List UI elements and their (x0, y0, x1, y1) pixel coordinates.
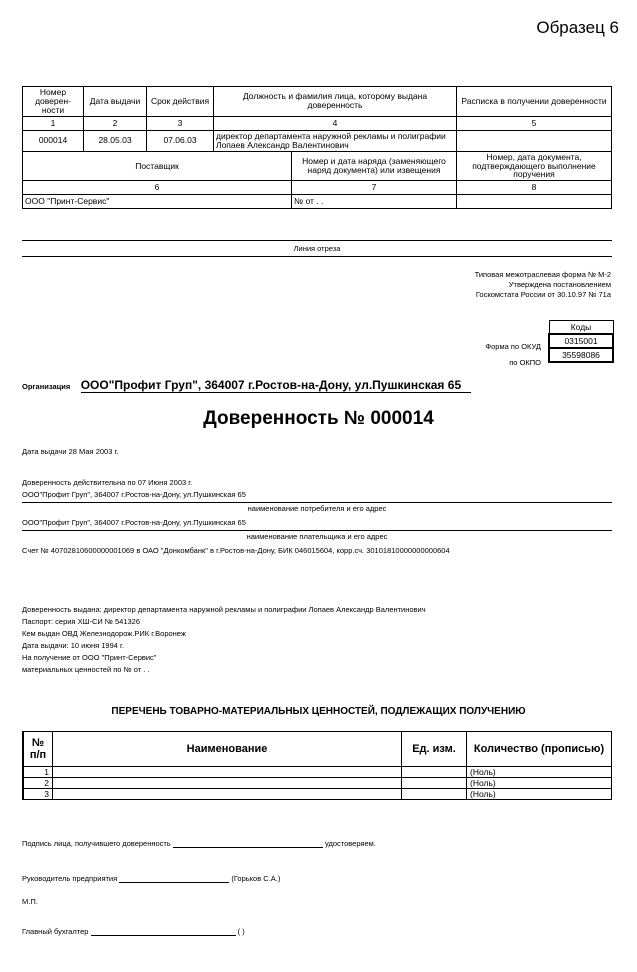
document-title: Доверенность № 000014 (203, 408, 434, 429)
okpo-label: по ОКПО (509, 358, 541, 367)
account-line: Счет № 40702810600000001069 в ОАО "Донкомбанк" в г.Ростов-на-Дону, БИК 046015604, корр.сч. 30101810000000000604 (22, 546, 450, 555)
valid-line: Доверенность действительна по 07 Июня 2003 г. (22, 478, 193, 487)
goods-unit (402, 767, 467, 778)
receive-from: На получение от ООО "Принт-Сервис" (22, 653, 157, 662)
director-signature-blank (119, 873, 229, 883)
accountant-label: Главный бухгалтер (22, 927, 89, 936)
form-info-line: Госкомстата России от 30.10.97 № 71а (475, 290, 611, 300)
stub-receipt (457, 130, 612, 151)
cut-line-label: Линия отреза (293, 244, 341, 253)
goods-unit (402, 789, 467, 800)
director-line (22, 873, 280, 883)
codes-header: Коды (549, 321, 613, 335)
goods-qty: (Ноль) (467, 789, 612, 800)
stub-colnum: 5 (457, 116, 612, 130)
organization-line (22, 376, 462, 394)
stub-header-person: Должность и фамилия лица, которому выдана доверенность (214, 87, 457, 117)
goods-n: 1 (23, 767, 53, 778)
stub-colnum2-row (23, 181, 612, 195)
issued-by: Кем выдан ОВД Железнодорож.РИК г.Воронеж (22, 629, 186, 638)
stub-header2-row (23, 151, 612, 181)
stub-valid-until: 07.06.03 (147, 130, 214, 151)
goods-header-qty: Количество (прописью) (467, 732, 612, 767)
stub-header-receipt: Расписка в получении доверенности (457, 87, 612, 117)
okud-value: 0315001 (549, 334, 613, 348)
stub-data-row (23, 130, 612, 151)
stub-colnum: 4 (214, 116, 457, 130)
stub-order-value: № от . . (292, 195, 457, 209)
stub-colnum: 2 (84, 116, 147, 130)
passport: Паспорт: серия XШ-СИ № 541326 (22, 617, 141, 626)
signature-blank (173, 838, 323, 848)
director-name: (Горьков С.А.) (231, 874, 281, 883)
accountant-name: ( ) (237, 927, 245, 936)
stub-colnum: 3 (147, 116, 214, 130)
stub-confirm-header: Номер, дата документа, подтверждающего выполнение поручения (457, 151, 612, 181)
form-info-line: Типовая межотраслевая форма № М-2 (474, 270, 611, 279)
table-row (23, 778, 612, 789)
consumer-caption: наименование потребителя и его адрес (247, 504, 387, 513)
goods-n: 3 (23, 789, 53, 800)
goods-header-number: № п/п (23, 732, 53, 767)
signature-line (22, 838, 376, 848)
stub-colnum-row (23, 116, 612, 130)
trustee-block (22, 604, 426, 676)
stub-header-number: Номер доверен-ности (23, 87, 84, 117)
issue-date-line: Дата выдачи 28 Мая 2003 г. (22, 447, 119, 456)
stub-header-valid: Срок действия (147, 87, 214, 117)
stub-header-row (23, 87, 612, 117)
goods-header-name: Наименование (53, 732, 402, 767)
goods-qty: (Ноль) (467, 767, 612, 778)
consumer-underline (22, 502, 612, 503)
passport-date: Дата выдачи: 10 июня 1994 г. (22, 641, 124, 650)
payer-underline (22, 530, 612, 531)
codes-table (548, 320, 614, 363)
goods-header-unit: Ед. изм. (402, 732, 467, 767)
stub-issue-date: 28.05.03 (84, 130, 147, 151)
stub-supplier-row (23, 195, 612, 209)
stub-colnum: 8 (457, 181, 612, 195)
goods-qty: (Ноль) (467, 778, 612, 789)
accountant-signature-blank (91, 926, 236, 936)
stub-colnum: 6 (23, 181, 292, 195)
stub-header-issue-date: Дата выдачи (84, 87, 147, 117)
goods-table (22, 731, 612, 800)
payer-value: ООО"Профит Груп", 364007 г.Ростов-на-Дону, ул.Пушкинская 65 (22, 518, 246, 527)
consumer-value: ООО"Профит Груп", 364007 г.Ростов-на-Дону, ул.Пушкинская 65 (22, 490, 246, 499)
cut-line-bottom (22, 256, 612, 257)
values-by: материальных ценностей по № от . . (22, 665, 150, 674)
form-info (475, 270, 611, 300)
org-label: Организация (22, 382, 71, 391)
table-row (23, 789, 612, 800)
stub-person: директор департамента наружной рекламы и полиграфии Лопаев Александр Валентинович (214, 130, 457, 151)
stub-colnum: 1 (23, 116, 84, 130)
stub-supplier: ООО "Принт-Сервис" (23, 195, 292, 209)
signature-label: Подпись лица, получившего доверенность (22, 839, 171, 848)
stub-order-header: Номер и дата наряда (заменяющего наряд документа) или извещения (292, 151, 457, 181)
director-label: Руководитель предприятия (22, 874, 118, 883)
stub-table (22, 86, 612, 209)
list-title: ПЕРЕЧЕНЬ ТОВАРНО-МАТЕРИАЛЬНЫХ ЦЕННОСТЕЙ, ПОДЛЕЖАЩИХ ПОЛУЧЕНИЮ (111, 706, 526, 717)
cut-line-top (22, 240, 612, 241)
goods-name (53, 789, 402, 800)
org-value: ООО"Профит Груп", 364007 г.Ростов-на-Дону, ул.Пушкинская 65 (81, 378, 471, 393)
goods-header-row (23, 732, 612, 767)
signature-certify: удостоверяем. (324, 839, 376, 848)
stub-confirm-value (457, 195, 612, 209)
stub-number: 000014 (23, 130, 84, 151)
accountant-line (22, 926, 245, 936)
stub-colnum: 7 (292, 181, 457, 195)
issued-to: Доверенность выдана: директор департамента наружной рекламы и полиграфии Лопаев Александр Валентинович (22, 605, 426, 614)
okud-label: Форма по ОКУД (485, 342, 541, 351)
form-info-line: Утверждена постановлением (508, 280, 611, 290)
stamp-label: М.П. (22, 897, 38, 906)
goods-name (53, 778, 402, 789)
okpo-value: 35598086 (549, 348, 613, 362)
table-row (23, 767, 612, 778)
payer-caption: наименование плательщика и его адрес (246, 532, 388, 541)
goods-unit (402, 778, 467, 789)
stub-supplier-header: Поставщик (23, 151, 292, 181)
goods-n: 2 (23, 778, 53, 789)
goods-name (53, 767, 402, 778)
sample-label: Образец 6 (536, 18, 619, 37)
